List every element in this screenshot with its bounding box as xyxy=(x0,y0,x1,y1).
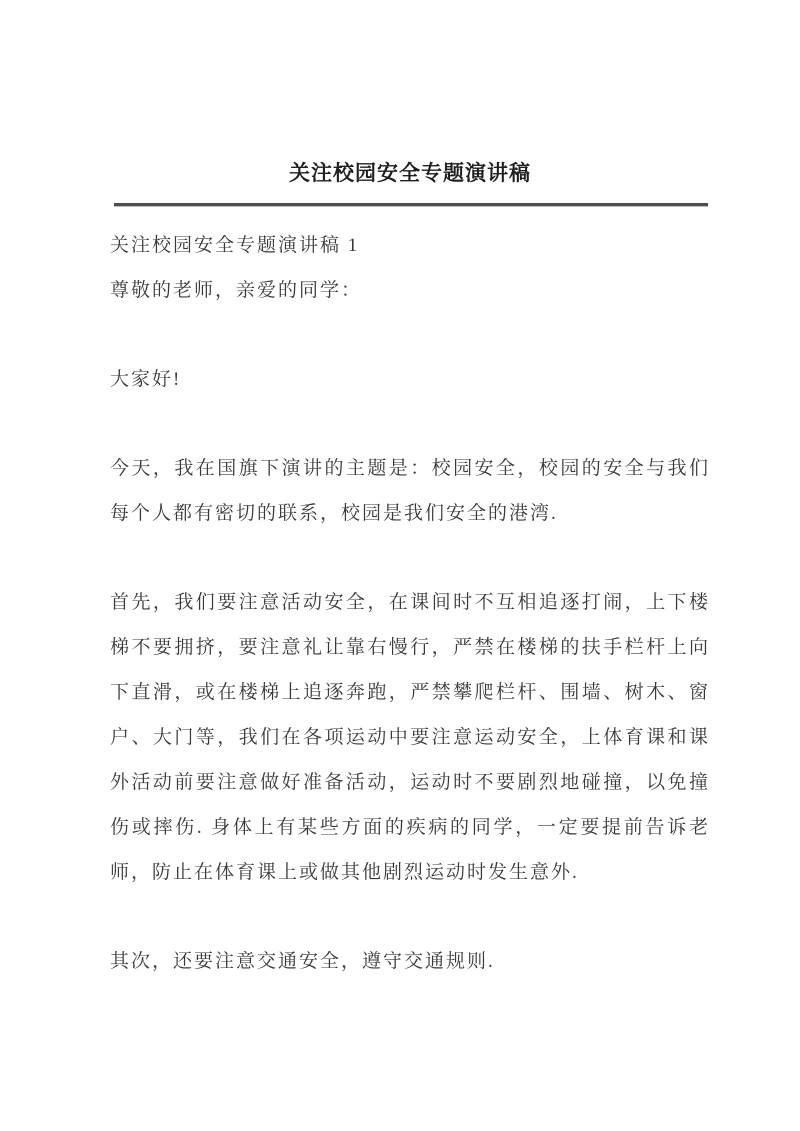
paragraph-subtitle: 关注校园安全专题演讲稿 1 xyxy=(110,235,360,257)
paragraph-salutation: 尊敬的老师，亲爱的同学： xyxy=(110,280,363,302)
paragraph-traffic-safety: 其次，还要注意交通安全，遵守交通规则. xyxy=(110,951,495,973)
paragraph-activity-safety: 首先，我们要注意活动安全，在课间时不互相追逐打闹，上下楼梯不要拥挤，要注意礼让靠右慢行，严禁在楼梯的扶手栏杆上向下直滑，或在楼梯上追逐奔跑，严禁攀爬栏杆、围墙、树木、窗户、大门等，我们在各项运动中要注意运动安全，上体育课和课外活动前要注意做好准备活动，运动时不要剧烈地碰撞，以免撞伤或摔伤. 身体上有某些方面的疾病的同学，一定要提前告诉老师，防止在体育课上或做其他剧烈运动时发生意外. xyxy=(110,592,710,884)
paragraph-greeting: 大家好! xyxy=(110,369,182,391)
paragraph-theme: 今天，我在国旗下演讲的主题是：校园安全，校园的安全与我们每个人都有密切的联系，校园是我们安全的港湾. xyxy=(110,458,710,525)
document-title: 关注校园安全专题演讲稿 xyxy=(289,161,531,185)
title-divider xyxy=(114,203,708,207)
document-body xyxy=(110,223,710,984)
